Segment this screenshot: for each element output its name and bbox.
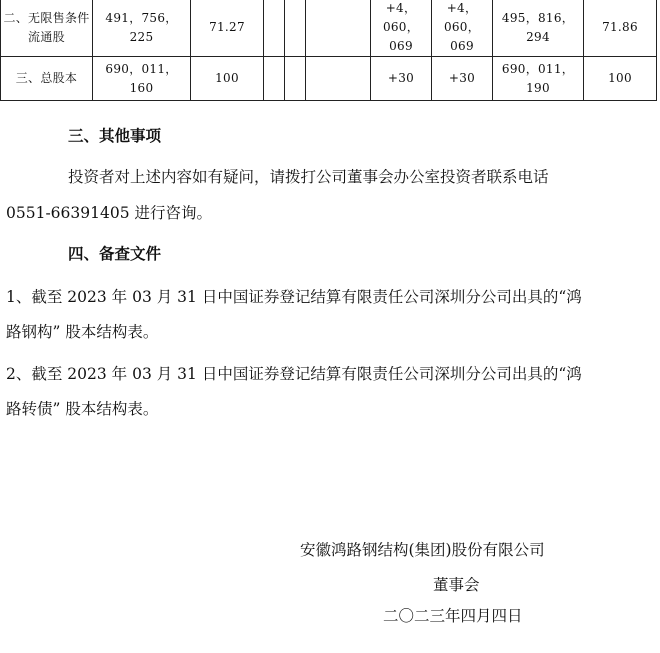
before-ratio-cell: 71.27 <box>191 0 264 57</box>
after-quantity-cell: 495，816，294 <box>493 0 584 57</box>
list-item-line: 1、截至 2023 年 03 月 31 日中国证券登记结算有限责任公司深圳分公司出具的“鸿 <box>6 288 582 306</box>
after-quantity-cell: 690，011，190 <box>493 57 584 101</box>
empty-cell <box>306 0 371 57</box>
share-structure-table <box>0 0 657 101</box>
empty-cell <box>264 0 285 57</box>
before-ratio-cell: 100 <box>191 57 264 101</box>
after-ratio-cell: 71.86 <box>584 0 657 57</box>
list-item-line: 2、截至 2023 年 03 月 31 日中国证券登记结算有限责任公司深圳分公司出具的“鸿 <box>6 365 582 383</box>
empty-cell <box>285 57 306 101</box>
before-quantity-cell: 491，756，225 <box>93 0 191 57</box>
table-row <box>1 57 657 101</box>
signature-board: 董事会 <box>433 576 480 594</box>
change-subtotal-cell: +30 <box>432 57 493 101</box>
change-subtotal-cell: +4，060，069 <box>432 0 493 57</box>
category-cell: 二、无限售条件流通股 <box>1 0 93 57</box>
table-row <box>1 0 657 57</box>
section-heading-other-matters: 三、其他事项 <box>68 126 162 145</box>
category-cell: 三、总股本 <box>1 57 93 101</box>
conversion-change-cell: +30 <box>371 57 432 101</box>
empty-cell <box>306 57 371 101</box>
signature-company: 安徽鸿路钢结构(集团)股份有限公司 <box>300 541 545 559</box>
list-item-line: 路钢构” 股本结构表。 <box>6 323 159 341</box>
before-quantity-cell: 690，011，160 <box>93 57 191 101</box>
section-heading-reference-documents: 四、备查文件 <box>68 244 162 263</box>
signature-date: 二〇二三年四月四日 <box>383 607 523 625</box>
after-ratio-cell: 100 <box>584 57 657 101</box>
paragraph-line: 0551-66391405 进行咨询。 <box>6 204 213 222</box>
empty-cell <box>264 57 285 101</box>
list-item-line: 路转债” 股本结构表。 <box>6 400 159 418</box>
conversion-change-cell: +4，060，069 <box>371 0 432 57</box>
empty-cell <box>285 0 306 57</box>
paragraph-line: 投资者对上述内容如有疑问，请拨打公司董事会办公室投资者联系电话 <box>68 168 549 186</box>
